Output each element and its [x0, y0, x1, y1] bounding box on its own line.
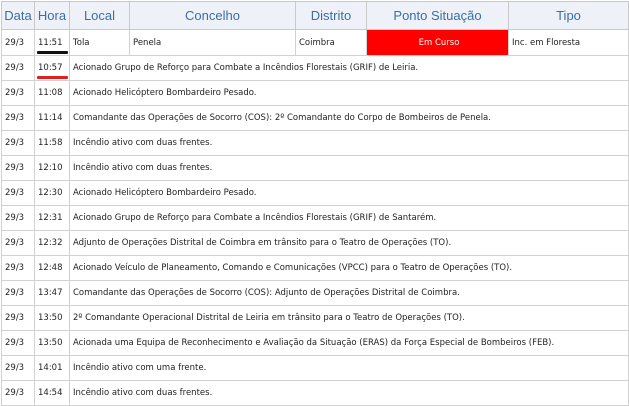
col-header-distrito[interactable]: Distrito — [296, 2, 367, 30]
col-header-concelho[interactable]: Concelho — [130, 2, 296, 30]
row-hora: 11:08 — [38, 88, 63, 98]
row-date: 29/3 — [2, 356, 35, 381]
row-date: 29/3 — [2, 56, 35, 81]
row-hora: 13:50 — [38, 313, 63, 323]
row-hora-cell — [35, 81, 70, 106]
row-date: 29/3 — [2, 281, 35, 306]
row-hora: 12:30 — [38, 188, 63, 198]
table-row — [2, 281, 629, 306]
row-date: 29/3 — [2, 181, 35, 206]
row-date: 29/3 — [2, 106, 35, 131]
table-row — [2, 256, 629, 281]
row-hora: 14:54 — [38, 388, 63, 398]
incident-local: Tola — [70, 30, 130, 56]
incident-tipo: Inc. em Floresta — [509, 30, 629, 56]
table-row — [2, 231, 629, 256]
row-hora-cell — [35, 356, 70, 381]
row-date: 29/3 — [2, 156, 35, 181]
row-date: 29/3 — [2, 131, 35, 156]
status-badge: Em Curso — [367, 30, 509, 56]
row-date: 29/3 — [2, 206, 35, 231]
row-hora: 13:47 — [38, 288, 63, 298]
row-description: Acionado Grupo de Reforço para Combate a Incêndios Florestais (GRIF) de Leiria. — [70, 56, 629, 81]
row-description: Comandante das Operações de Socorro (COS): 2º Comandante do Corpo de Bombeiros de Penela. — [70, 106, 629, 131]
row-date: 29/3 — [2, 256, 35, 281]
incident-distrito: Coimbra — [296, 30, 367, 56]
table-row — [2, 356, 629, 381]
row-hora-cell — [35, 206, 70, 231]
row-description: Incêndio ativo com uma frente. — [70, 356, 629, 381]
row-hora: 11:58 — [38, 138, 63, 148]
row-date: 29/3 — [2, 306, 35, 331]
row-date: 29/3 — [2, 231, 35, 256]
table-row — [2, 56, 629, 81]
table-row — [2, 306, 629, 331]
row-description: Acionado Helicóptero Bombardeiro Pesado. — [70, 81, 629, 106]
incident-row[interactable] — [2, 30, 629, 56]
hora-underline-mark — [37, 51, 68, 54]
incident-concelho: Penela — [130, 30, 296, 56]
table-row — [2, 381, 629, 406]
row-hora: 10:57 — [38, 63, 63, 73]
col-header-tipo[interactable]: Tipo — [509, 2, 629, 30]
row-description: Acionada uma Equipa de Reconhecimento e Avaliação da Situação (ERAS) da Força Especial de Bombeiros (FEB). — [70, 331, 629, 356]
row-hora-cell — [35, 106, 70, 131]
row-hora-cell — [35, 156, 70, 181]
col-header-local[interactable]: Local — [70, 2, 130, 30]
table-header-row — [2, 2, 629, 30]
row-description: Adjunto de Operações Distrital de Coimbra em trânsito para o Teatro de Operações (TO). — [70, 231, 629, 256]
row-hora-cell — [35, 256, 70, 281]
incident-hora-cell — [35, 30, 70, 56]
table-row — [2, 131, 629, 156]
table-row — [2, 81, 629, 106]
row-hora: 11:14 — [38, 113, 63, 123]
incident-date: 29/3 — [2, 30, 35, 56]
row-description: Incêndio ativo com duas frentes. — [70, 381, 629, 406]
row-description: Incêndio ativo com duas frentes. — [70, 156, 629, 181]
row-hora-cell — [35, 231, 70, 256]
occurrence-table — [1, 1, 629, 406]
table-row — [2, 331, 629, 356]
table-row — [2, 156, 629, 181]
hora-underline-mark — [37, 76, 68, 79]
row-hora: 12:32 — [38, 238, 63, 248]
row-hora-cell — [35, 306, 70, 331]
row-hora-cell — [35, 56, 70, 81]
row-description: Incêndio ativo com duas frentes. — [70, 131, 629, 156]
col-header-data[interactable]: Data — [2, 2, 35, 30]
col-header-ponto-situacao[interactable]: Ponto Situação — [367, 2, 509, 30]
row-hora: 12:48 — [38, 263, 63, 273]
row-hora-cell — [35, 131, 70, 156]
row-hora-cell — [35, 331, 70, 356]
row-hora: 13:50 — [38, 338, 63, 348]
table-row — [2, 106, 629, 131]
row-hora-cell — [35, 381, 70, 406]
row-hora: 14:01 — [38, 363, 63, 373]
row-date: 29/3 — [2, 331, 35, 356]
row-description: Acionado Helicóptero Bombardeiro Pesado. — [70, 181, 629, 206]
incident-hora: 11:51 — [38, 37, 63, 48]
row-description: Acionado Grupo de Reforço para Combate a Incêndios Florestais (GRIF) de Santarém. — [70, 206, 629, 231]
row-hora: 12:31 — [38, 213, 63, 223]
row-date: 29/3 — [2, 381, 35, 406]
table-row — [2, 181, 629, 206]
row-date: 29/3 — [2, 81, 35, 106]
row-hora: 12:10 — [38, 163, 63, 173]
row-hora-cell — [35, 181, 70, 206]
row-description: Acionado Veículo de Planeamento, Comando e Comunicações (VPCC) para o Teatro de Operações (TO). — [70, 256, 629, 281]
table-row — [2, 206, 629, 231]
col-header-hora[interactable]: Hora — [35, 2, 70, 30]
row-description: Comandante das Operações de Socorro (COS): Adjunto de Operações Distrital de Coimbra. — [70, 281, 629, 306]
row-hora-cell — [35, 281, 70, 306]
row-description: 2º Comandante Operacional Distrital de Leiria em trânsito para o Teatro de Operações (TO). — [70, 306, 629, 331]
